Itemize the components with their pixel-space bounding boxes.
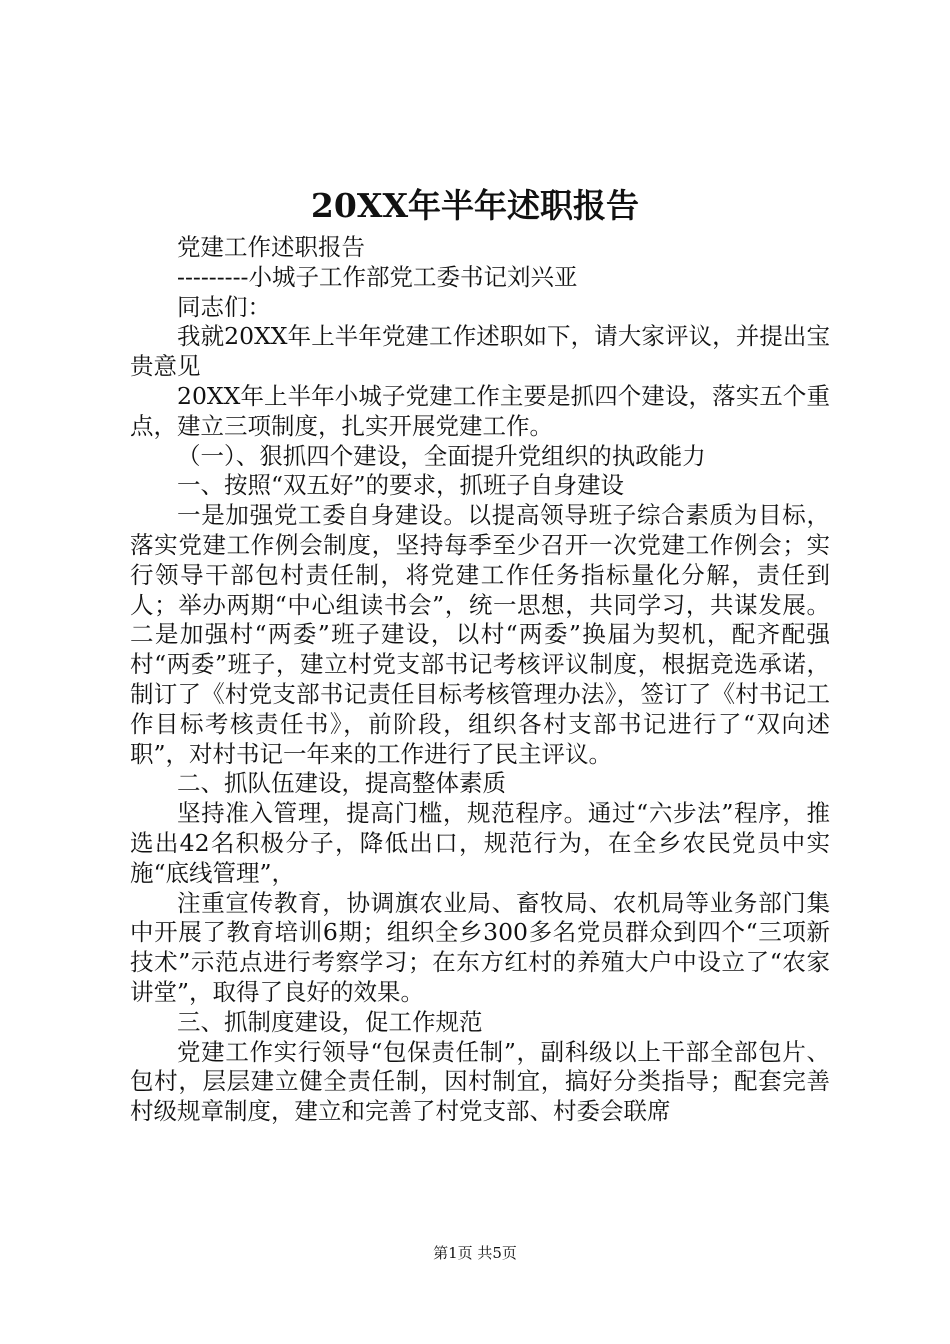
- heading-subsection-2: 二、抓队伍建设，提高整体素质: [177, 769, 506, 798]
- paragraph-responsibility-system: 党建工作实行领导“包保责任制”，副科级以上干部全部包片、包村，层层建立健全责任制，因村制宜，搞好分类指导；配套完善村级规章制度，建立和完善了村党支部、村委会联席: [130, 1037, 830, 1126]
- heading-subsection-3: 三、抓制度建设，促工作规范: [177, 1007, 483, 1036]
- paragraph-intro: 我就20XX年上半年党建工作述职如下，请大家评议，并提出宝贵意见: [130, 322, 830, 381]
- heading-section-1: （一）、狠抓四个建设，全面提升党组织的执政能力: [177, 441, 706, 470]
- heading-subsection-1: 一、按照“双五好”的要求，抓班子自身建设: [177, 471, 625, 500]
- paragraph-salutation: 同志们：: [177, 292, 271, 321]
- paragraph-author-line: ---------小城子工作部党工委书记刘兴亚: [177, 262, 578, 291]
- page-footer: 第1页 共5页: [433, 1244, 517, 1262]
- paragraph-overview: 20XX年上半年小城子党建工作主要是抓四个建设，落实五个重点，建立三项制度，扎实开展党建工作。: [130, 381, 830, 440]
- paragraph-education-training: 注重宣传教育，协调旗农业局、畜牧局、农机局等业务部门集中开展了教育培训6期；组织全乡300多名党员群众到四个“三项新技术”示范点进行考察学习；在东方红村的养殖大户中设立了“农家讲堂”，取得了良好的效果。: [130, 888, 830, 1006]
- document-body: [130, 233, 830, 1127]
- paragraph-report-subtitle: 党建工作述职报告: [177, 233, 365, 261]
- document-title: 20XX年半年述职报告: [310, 186, 640, 225]
- paragraph-team-building: 一是加强党工委自身建设。以提高领导班子综合素质为目标，落实党建工作例会制度，坚持每季至少召开一次党建工作例会；实行领导干部包村责任制，将党建工作任务指标量化分解，责任到人；举办两期“中心组读书会”，统一思想，共同学习，共谋发展。二是加强村“两委”班子建设，以村“两委”换届为契机，配齐配强村“两委”班子，建立村党支部书记考核评议制度，根据竞选承诺，制订了《村党支部书记责任目标考核管理办法》，签订了《村书记工作目标考核责任书》，前阶段，组织各村支部书记进行了“双向述职”，对村书记一年来的工作进行了民主评议。: [130, 501, 830, 768]
- paragraph-admission-management: 坚持准入管理，提高门槛，规范程序。通过“六步法”程序，推选出42名积极分子，降低出口，规范行为，在全乡农民党员中实施“底线管理”，: [130, 799, 830, 887]
